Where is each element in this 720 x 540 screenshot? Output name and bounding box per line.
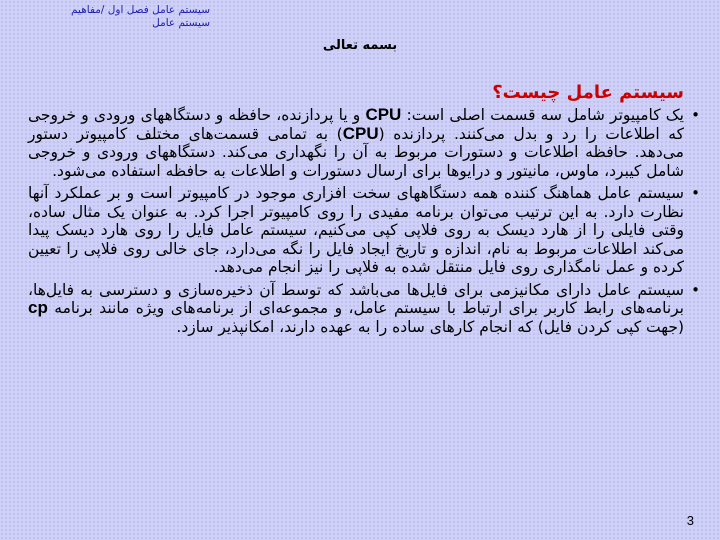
header-line-2: سیستم عامل (152, 17, 210, 29)
paragraph-2 (28, 184, 700, 277)
slide-content (28, 82, 700, 340)
paragraph-1-bold-a: CPU (365, 105, 402, 124)
bullet-icon: • (691, 184, 700, 202)
paragraph-1-text-a: یک کامپیوتر شامل سه قسمت اصلی است: (401, 106, 684, 124)
paragraph-1-text-c: ) به تمامی قسمت‌های مختلف کامپیوتر دستور می‌دهد. حافظه اطلاعات و دستورات مربوط به آن را نگهداری می‌کند. دستگاههای ورودی و خروجی شامل کیبرد، ماوس، مانیتور و درایوها برای ارسال دستورات و اطلاعات به حافظه استفاده می‌شود. (28, 124, 684, 180)
paragraph-3 (28, 281, 700, 337)
paragraph-1 (28, 106, 700, 180)
paragraph-2-text: سیستم عامل هماهنگ کننده همه دستگاههای سخت افزاری موجود در کامپیوتر است و بر عملکرد آنها نظارت دارد. به این ترتیب می‌توان برنامه مفیدی را روی کامپیوتر اجرا کرد. به عنوان یک مثال ساده، وقتی فایلی را از هارد دیسک به روی فلاپی کپی می‌کنیم، سیستم عامل فایل را روی هارد دیسک پیدا می‌کند اطلاعات مربوط به نام، اندازه و تاریخ ایجاد فایل را نگه می‌دارد، جای خالی روی فلاپی را تعیین کرده و عمل نامگذاری روی فایل منتقل شده به فلاپی را نیز انجام می‌دهد. (28, 184, 684, 276)
paragraph-3-text-b: (جهت کپی کردن فایل) که انجام کارهای ساده را به عهده دارند، امکانپذیر سازد. (176, 317, 684, 336)
basmala-heading: بسمه تعالی (322, 38, 398, 53)
bullet-icon: • (691, 106, 700, 124)
slide-header (0, 4, 210, 30)
bullet-icon: • (691, 280, 700, 299)
paragraph-1-bold-b: CPU (342, 123, 379, 143)
section-title: سیستم عامل چیست؟ (492, 82, 684, 103)
paragraph-1-text-b: و یا پردازنده، حافظه و دستگاههای ورودی و خروجی که اطلاعات را رد و بدل می‌کنند. پردازنده ( (28, 106, 684, 143)
page-number: 3 (686, 513, 694, 528)
paragraph-3-text-a: سیستم عامل دارای مکانیزمی برای فایل‌ها می‌باشد که توسط آن ذخیره‌سازی و دسترسی به فایل‌ها، برنامه‌های رابط کاربر برای ارتباط با سیستم عامل، و مجموعه‌ای از برنامه‌های ویژه مانند برنامه (28, 280, 684, 317)
paragraph-3-bold: cp (28, 298, 48, 317)
header-line-1: سیستم عامل فصل اول /مفاهیم (71, 4, 210, 16)
